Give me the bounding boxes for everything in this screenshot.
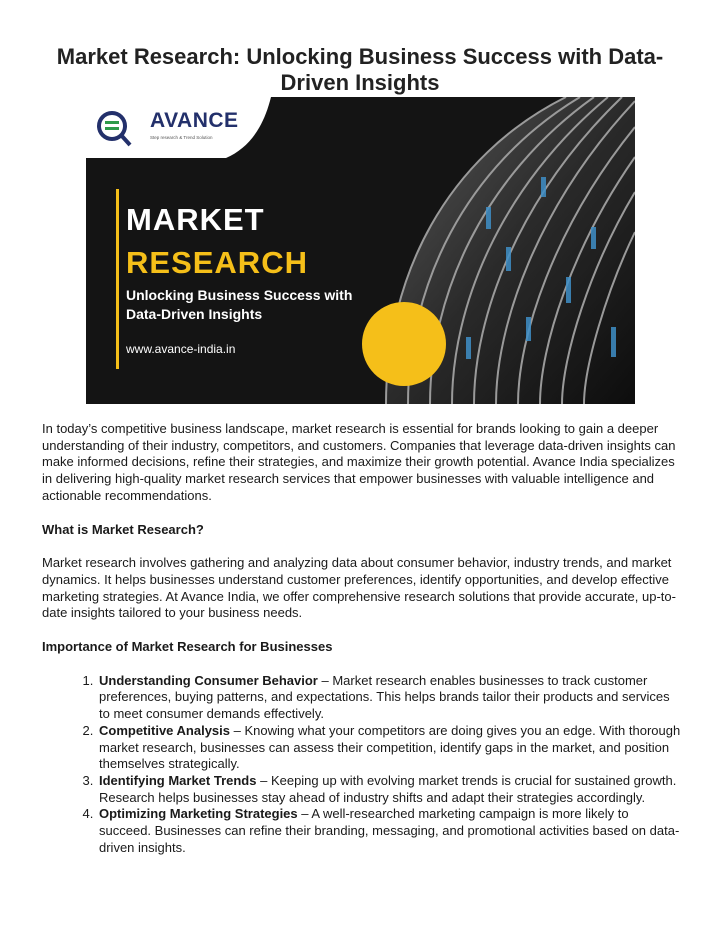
page-title: Market Research: Unlocking Business Success with Data-Driven Insights bbox=[56, 44, 664, 95]
list-item: 2. Competitive Analysis – Knowing what your competitors are doing gives you an edge. With thorough market research, businesses can assess their competition, identify gaps in the market, and position themselves strategically. bbox=[97, 723, 682, 773]
list-item: 4. Optimizing Marketing Strategies – A well-researched marketing campaign is more likely to succeed. Businesses can refine their branding, messaging, and promotional activities based on data-driven insights. bbox=[97, 806, 682, 856]
banner-url: www.avance-india.in bbox=[126, 342, 236, 356]
list-item: 1. Understanding Consumer Behavior – Market research enables businesses to track customer preferences, buying patterns, and expectations. This helps brands tailor their products and services to meet consumer demands effectively. bbox=[97, 673, 682, 723]
importance-list bbox=[42, 673, 682, 857]
section-heading-importance: Importance of Market Research for Businesses bbox=[42, 639, 333, 655]
article-body bbox=[42, 421, 682, 856]
banner-headline-market: MARKET bbox=[126, 202, 265, 237]
brand-name: AVANCE bbox=[150, 109, 239, 132]
logo bbox=[86, 97, 271, 158]
banner-subheadline: Unlocking Business Success with Data-Driven Insights bbox=[126, 287, 353, 322]
brand-tagline: Step research & Trend Solution bbox=[150, 135, 213, 140]
section-heading-what-is: What is Market Research? bbox=[42, 521, 204, 537]
list-item: 3. Identifying Market Trends – Keeping up with evolving market trends is crucial for sustained growth. Research helps businesses stay ahead of industry shifts and adapt their strategies accordingly. bbox=[97, 773, 682, 806]
section-paragraph-what-is: Market research involves gathering and analyzing data about consumer behavior, industry trends, and market dynamics. It helps businesses understand customer preferences, identify opportunities, and develop effective marketing strategies. At Avance India, we offer comprehensive research solutions that provide accurate, up-to-date insights tailored to your business needs. bbox=[42, 555, 676, 621]
accent-bar bbox=[116, 189, 119, 369]
banner-headline-research: RESEARCH bbox=[126, 245, 308, 280]
intro-paragraph: In today’s competitive business landscape, market research is essential for brands looking to gain a deeper understanding of their industry, competitors, and customers. Companies that leverage data-driven insights can make informed decisions, refine their strategies, and maximize their growth potential. Avance India specializes in delivering high-quality market research services that empower businesses with valuable intelligence and actionable recommendations. bbox=[42, 421, 676, 503]
hero-banner bbox=[86, 97, 635, 404]
